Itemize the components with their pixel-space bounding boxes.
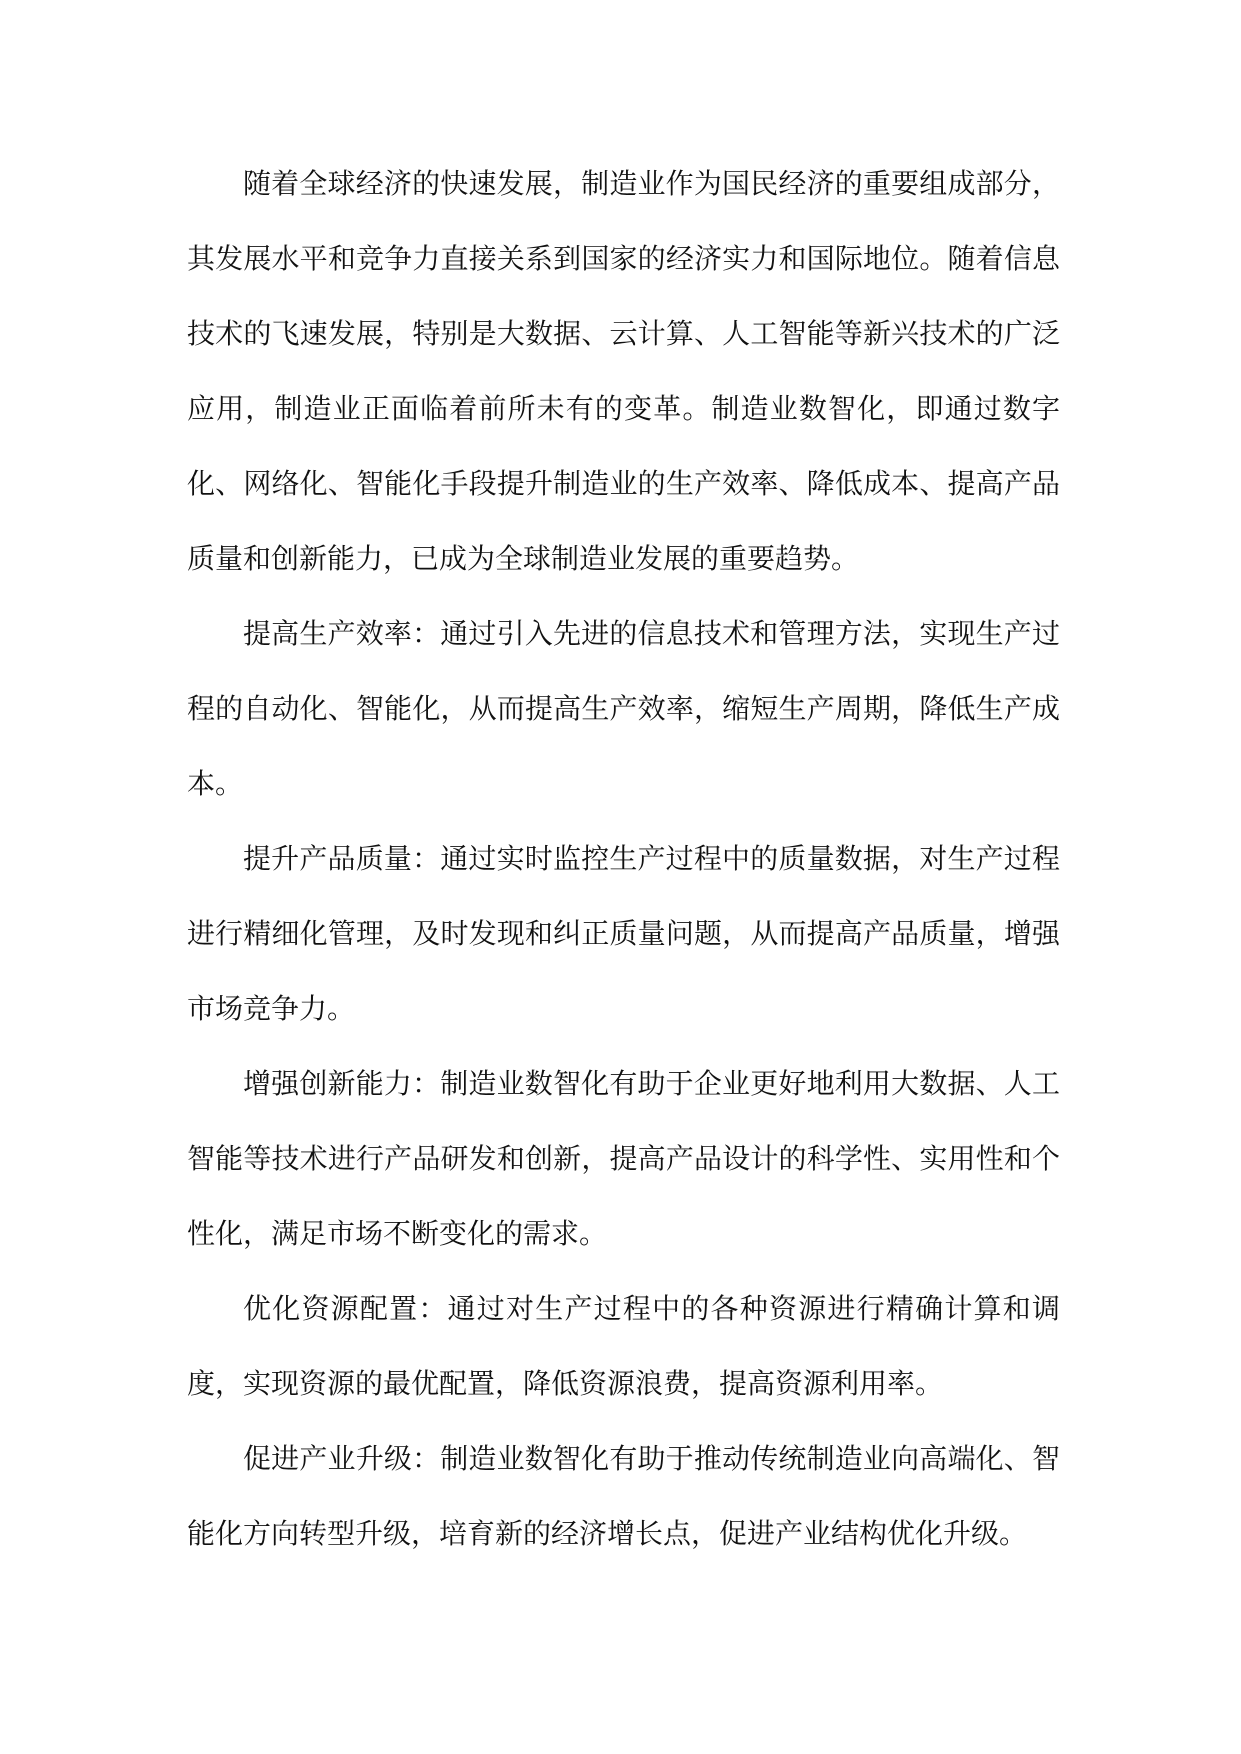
paragraph-resources: 优化资源配置：通过对生产过程中的各种资源进行精确计算和调度，实现资源的最优配置，降低资源浪费，提高资源利用率。	[187, 1292, 1060, 1400]
paragraph-efficiency: 提高生产效率：通过引入先进的信息技术和管理方法，实现生产过程的自动化、智能化，从而提高生产效率，缩短生产周期，降低生产成本。	[187, 617, 1060, 800]
document-page	[187, 146, 1060, 1571]
paragraph-quality: 提升产品质量：通过实时监控生产过程中的质量数据，对生产过程进行精细化管理，及时发现和纠正质量问题，从而提高产品质量，增强市场竞争力。	[187, 842, 1060, 1025]
paragraph-intro: 随着全球经济的快速发展，制造业作为国民经济的重要组成部分，其发展水平和竞争力直接关系到国家的经济实力和国际地位。随着信息技术的飞速发展，特别是大数据、云计算、人工智能等新兴技术的广泛应用，制造业正面临着前所未有的变革。制造业数智化，即通过数字化、网络化、智能化手段提升制造业的生产效率、降低成本、提高产品质量和创新能力，已成为全球制造业发展的重要趋势。	[187, 167, 1060, 575]
paragraph-upgrade: 促进产业升级：制造业数智化有助于推动传统制造业向高端化、智能化方向转型升级，培育新的经济增长点，促进产业结构优化升级。	[187, 1442, 1060, 1550]
paragraph-innovation: 增强创新能力：制造业数智化有助于企业更好地利用大数据、人工智能等技术进行产品研发和创新，提高产品设计的科学性、实用性和个性化，满足市场不断变化的需求。	[187, 1067, 1060, 1250]
